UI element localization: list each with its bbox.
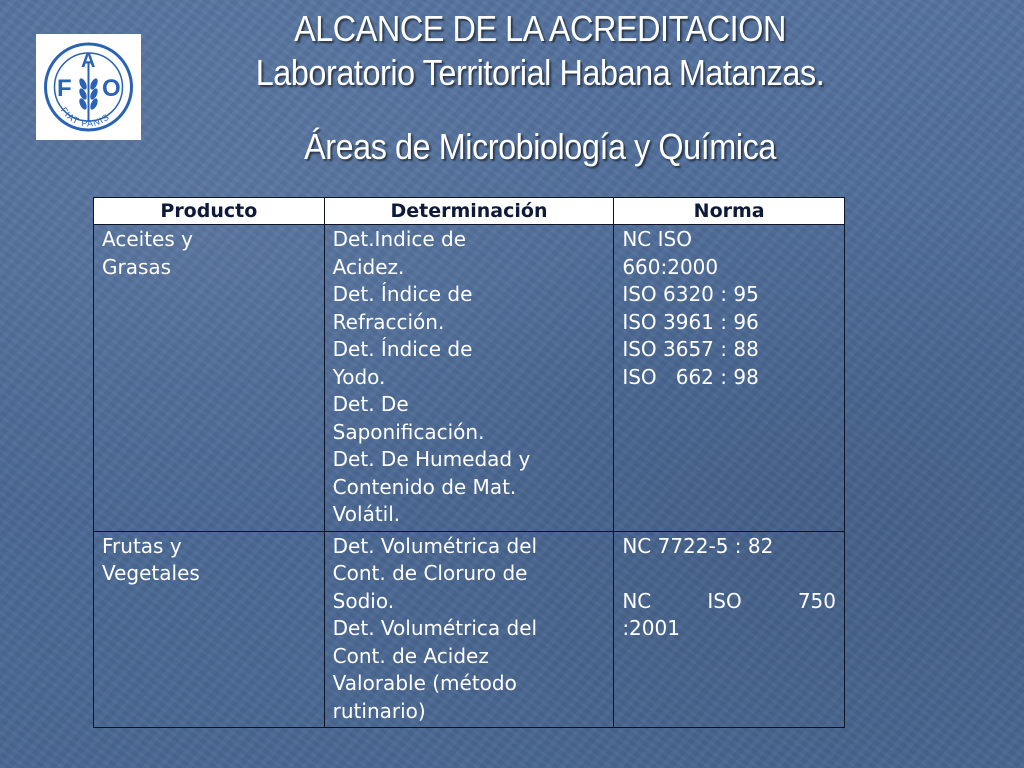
table-row xyxy=(94,225,845,532)
determinacion-line: Saponificación. xyxy=(332,419,485,444)
producto-line: Aceites y xyxy=(102,227,193,251)
fao-emblem-icon xyxy=(36,34,141,140)
determinacion-line: Det.Indice de xyxy=(332,227,467,251)
page-title-line2: Laboratorio Territorial Habana Matanzas. xyxy=(255,52,825,93)
determinacion-line: Cont. de Acidez xyxy=(332,643,489,668)
determinacion-line: Volátil. xyxy=(332,502,401,526)
spacer xyxy=(622,560,836,588)
table-row xyxy=(94,531,845,728)
cell-norma xyxy=(614,531,845,728)
norma-word: ISO xyxy=(707,588,742,613)
producto-line: Vegetales xyxy=(102,561,200,585)
determinacion-line: Acidez. xyxy=(332,254,405,279)
cell-producto xyxy=(94,225,325,532)
norma-line: ISO 3657 : 88 xyxy=(622,337,759,361)
logo-letter-a: A xyxy=(81,50,96,72)
determinacion-line: Det. Volumétrica del xyxy=(332,616,538,640)
determinacion-line: Det. De xyxy=(332,392,409,416)
logo-motto: FIAT PANIS xyxy=(58,105,112,129)
cell-determinacion xyxy=(324,531,614,728)
cell-producto xyxy=(94,531,325,728)
determinacion-line: Det. Índice de xyxy=(332,337,473,361)
norma-line: ISO 662 : 98 xyxy=(622,364,759,389)
determinacion-line: rutinario) xyxy=(332,698,426,723)
norma-line: NC 7722-5 : 82 xyxy=(622,533,774,558)
norma-line: ISO 6320 : 95 xyxy=(622,282,759,306)
determinacion-line: Det. Volumétrica del xyxy=(332,533,538,558)
logo-letter-f: F xyxy=(57,75,72,102)
norma-word: 750 xyxy=(797,588,836,613)
determinacion-line: Refracción. xyxy=(332,309,445,334)
producto-line: Frutas y xyxy=(102,533,182,558)
fao-logo xyxy=(36,34,141,140)
producto-line: Grasas xyxy=(102,254,172,279)
determinacion-line: Contenido de Mat. xyxy=(332,474,517,499)
page-title: ALCANCE DE LA ACREDITACION xyxy=(294,8,786,49)
determinacion-line: Yodo. xyxy=(332,364,386,389)
determinacion-line: Sodio. xyxy=(332,588,395,613)
page-subtitle: Áreas de Microbiología y Química xyxy=(304,126,776,167)
norma-line: 660:2000 xyxy=(622,254,719,279)
determinacion-line: Det. Índice de xyxy=(332,282,473,306)
norma-line: ISO 3961 : 96 xyxy=(622,309,759,334)
cell-norma xyxy=(614,225,845,532)
determinacion-line: Valorable (método xyxy=(332,671,517,695)
norma-word: NC xyxy=(622,588,652,613)
cell-determinacion xyxy=(324,225,614,532)
header-producto: Producto xyxy=(94,198,325,225)
header-determinacion: Determinación xyxy=(324,198,614,225)
norma-line xyxy=(622,588,836,616)
accreditation-table xyxy=(93,197,845,728)
norma-line: NC ISO xyxy=(622,227,692,251)
norma-line: :2001 xyxy=(622,616,680,640)
header-norma: Norma xyxy=(614,198,845,225)
table-header-row xyxy=(94,198,845,225)
logo-letter-o: O xyxy=(102,75,121,102)
determinacion-line: Det. De Humedad y xyxy=(332,447,531,471)
determinacion-line: Cont. de Cloruro de xyxy=(332,561,528,585)
